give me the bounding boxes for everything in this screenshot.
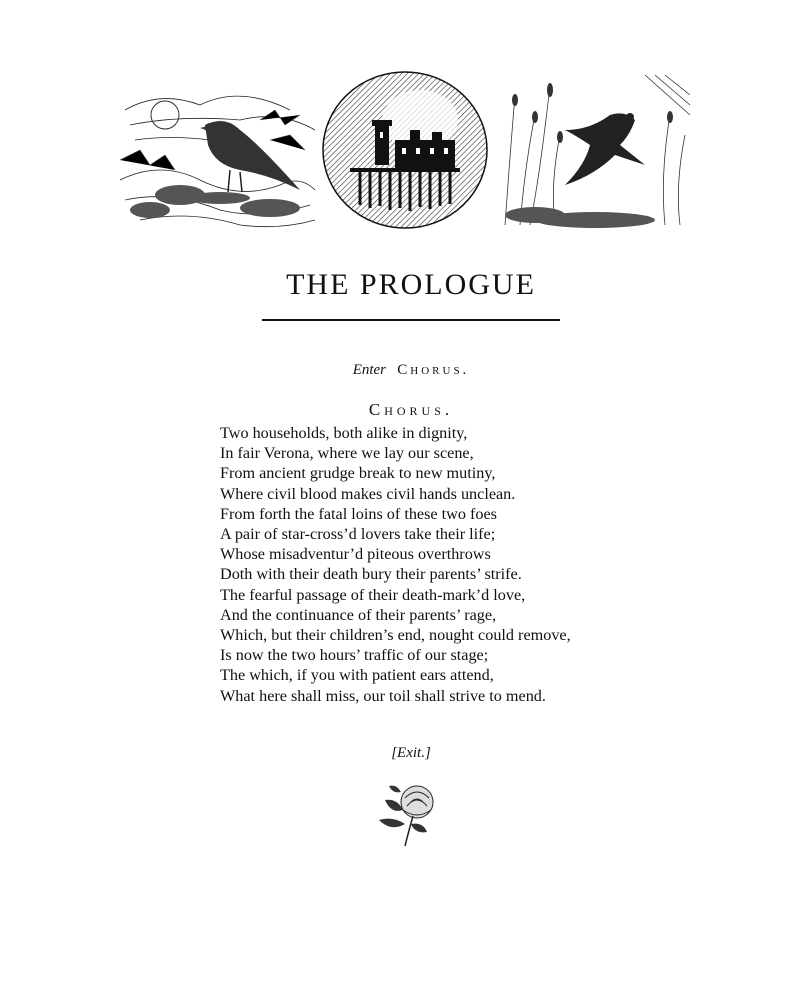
verse-line: The which, if you with patient ears attend, — [220, 666, 494, 685]
verse-line: Which, but their children’s end, nought could remove, — [220, 626, 571, 645]
bird-on-branch-icon — [120, 80, 320, 230]
prologue-verse — [220, 423, 640, 706]
verse-line: Two households, both alike in dignity, — [220, 424, 468, 442]
title-underline — [262, 319, 560, 321]
verse-line: And the continuance of their parents’ rage, — [220, 605, 497, 624]
verse-line: The fearful passage of their death-mark’d love, — [220, 585, 526, 604]
stage-direction-entry: Enter — [352, 362, 387, 378]
stage-direction-character: Chorus. — [397, 362, 470, 378]
verse-line: Where civil blood makes civil hands unclean. — [220, 484, 516, 503]
verse-line: From ancient grudge break to new mutiny, — [220, 464, 496, 483]
verse-line: Doth with their death bury their parents’ strife. — [220, 565, 522, 584]
swallow-in-reeds-icon — [495, 75, 690, 230]
verse-line: Is now the two hours’ traffic of our stage; — [220, 646, 489, 665]
stage-direction — [0, 362, 800, 379]
header-engraving — [120, 70, 690, 235]
verse-line: A pair of star-cross’d lovers take their life; — [220, 525, 496, 544]
verse-line: From forth the fatal loins of these two foes — [220, 504, 497, 523]
rose-icon — [375, 780, 451, 848]
page-title: THE PROLOGUE — [286, 268, 536, 301]
exit-direction: [Exit.] — [391, 745, 431, 761]
verse-line: Whose misadventur’d piteous overthrows — [220, 545, 491, 564]
speaker-name: Chorus. — [368, 400, 454, 419]
castle-vignette-icon — [320, 70, 490, 230]
verse-line: In fair Verona, where we lay our scene, — [220, 444, 474, 463]
verse-line: What here shall miss, our toil shall strive to mend. — [220, 686, 546, 705]
